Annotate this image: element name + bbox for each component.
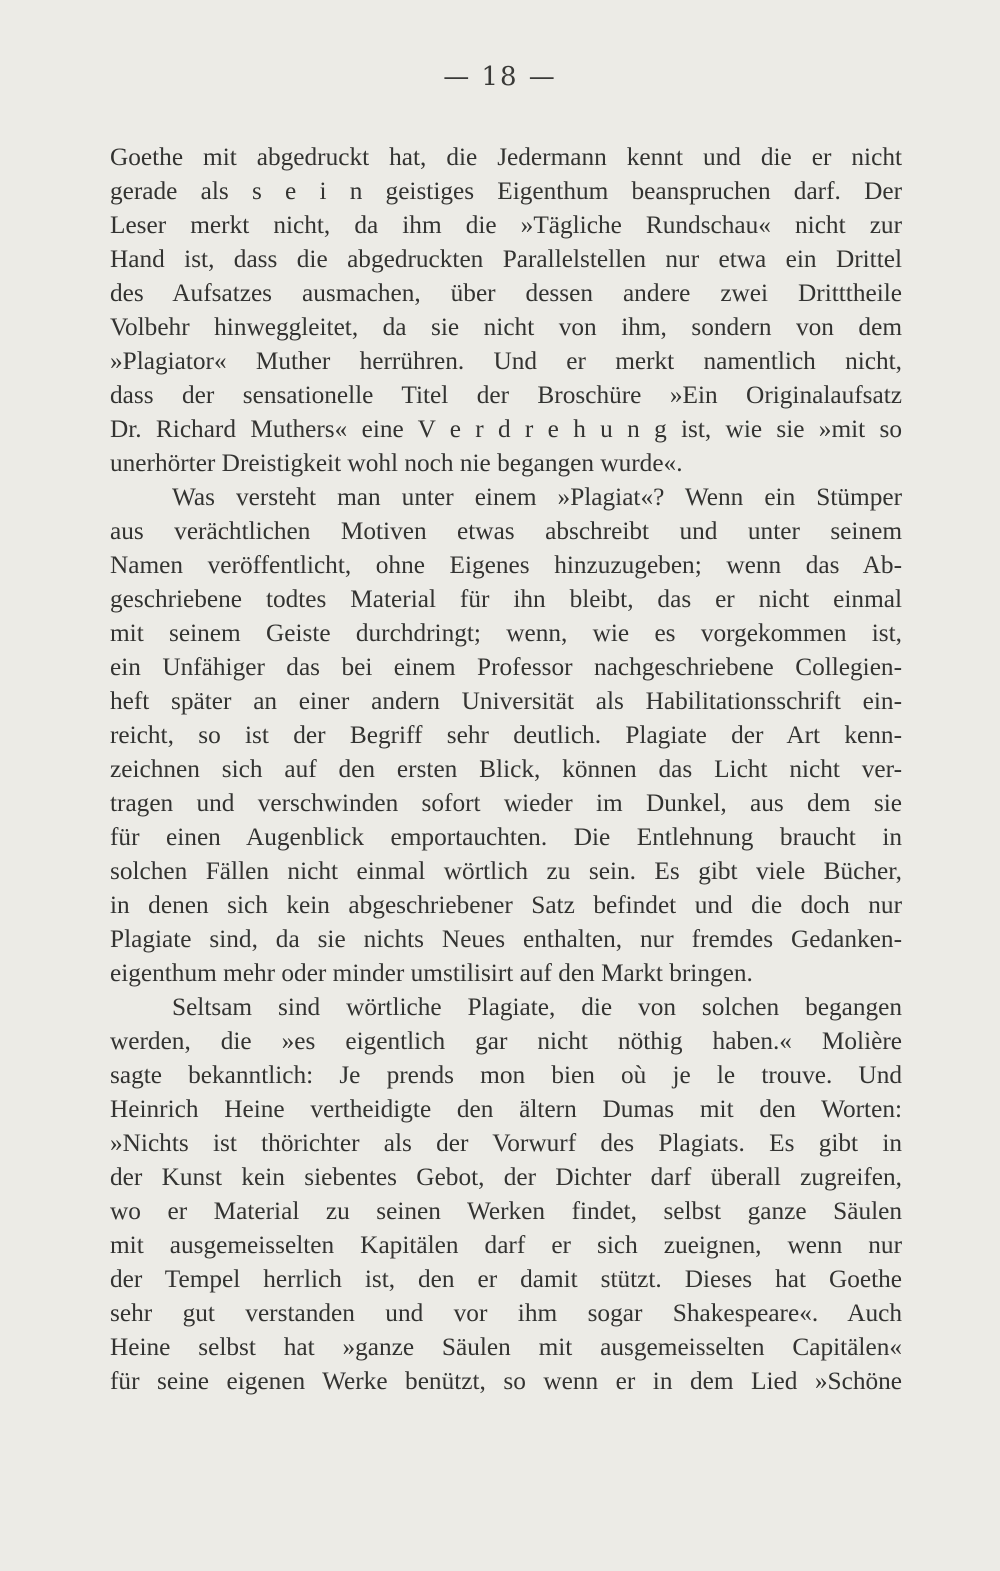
text-line: dass der sensationelle Titel der Broschüre »Ein Originalaufsatz: [110, 381, 902, 409]
text-line: Hand ist, dass die abgedruckten Parallelstellen nur etwa ein Drittel: [110, 245, 902, 273]
text-line: zeichnen sich auf den ersten Blick, können das Licht nicht ver-: [110, 755, 902, 783]
text-line: heft später an einer andern Universität als Habilitationsschrift ein-: [110, 687, 902, 715]
text-line: reicht, so ist der Begriff sehr deutlich. Plagiate der Art kenn-: [110, 721, 902, 749]
text-line: Leser merkt nicht, da ihm die »Tägliche Rundschau« nicht zur: [110, 211, 902, 239]
text-line: Was versteht man unter einem »Plagiat«? Wenn ein Stümper: [172, 483, 902, 511]
text-line: sehr gut verstanden und vor ihm sogar Shakespeare«. Auch: [110, 1299, 902, 1327]
text-line: für einen Augenblick emportauchten. Die Entlehnung braucht in: [110, 823, 902, 851]
text-line: solchen Fällen nicht einmal wörtlich zu sein. Es gibt viele Bücher,: [110, 857, 902, 885]
text-line: Volbehr hinweggleitet, da sie nicht von ihm, sondern von dem: [110, 313, 902, 341]
text-line: Dr. Richard Muthers« eine V e r d r e h u n g ist, wie sie »mit so: [110, 415, 902, 443]
text-line: geschriebene todtes Material für ihn bleibt, das er nicht einmal: [110, 585, 902, 613]
text-line: Plagiate sind, da sie nichts Neues enthalten, nur fremdes Gedanken-: [110, 925, 902, 953]
text-line: unerhörter Dreistigkeit wohl noch nie begangen wurde«.: [110, 449, 683, 477]
text-line: mit ausgemeisselten Kapitälen darf er sich zueignen, wenn nur: [110, 1231, 902, 1259]
text-line: Namen veröffentlicht, ohne Eigenes hinzuzugeben; wenn das Ab-: [110, 551, 902, 579]
text-line: ein Unfähiger das bei einem Professor nachgeschriebene Collegien-: [110, 653, 902, 681]
text-line: Goethe mit abgedruckt hat, die Jedermann kennt und die er nicht: [110, 143, 902, 171]
text-line: tragen und verschwinden sofort wieder im Dunkel, aus dem sie: [110, 789, 902, 817]
text-line: werden, die »es eigentlich gar nicht nöthig haben.« Molière: [110, 1027, 902, 1055]
text-line: aus verächtlichen Motiven etwas abschreibt und unter seinem: [110, 517, 902, 545]
text-line: Heinrich Heine vertheidigte den ältern Dumas mit den Worten:: [110, 1095, 902, 1123]
text-line: der Tempel herrlich ist, den er damit stützt. Dieses hat Goethe: [110, 1265, 902, 1293]
text-line: in denen sich kein abgeschriebener Satz befindet und die doch nur: [110, 891, 902, 919]
page-number-header: — 18 —: [443, 62, 557, 92]
text-line: wo er Material zu seinen Werken findet, selbst ganze Säulen: [110, 1197, 902, 1225]
text-line: des Aufsatzes ausmachen, über dessen andere zwei Dritttheile: [110, 279, 902, 307]
text-line: »Plagiator« Muther herrühren. Und er merkt namentlich nicht,: [110, 347, 902, 375]
text-line: sagte bekanntlich: Je prends mon bien où je le trouve. Und: [110, 1061, 902, 1089]
text-line: eigenthum mehr oder minder umstilisirt auf den Markt bringen.: [110, 959, 753, 987]
text-line: der Kunst kein siebentes Gebot, der Dichter darf überall zugreifen,: [110, 1163, 902, 1191]
text-line: Heine selbst hat »ganze Säulen mit ausgemeisselten Capitälen«: [110, 1333, 902, 1361]
text-line: Seltsam sind wörtliche Plagiate, die von solchen begangen: [172, 993, 902, 1021]
text-line: mit seinem Geiste durchdringt; wenn, wie es vorgekommen ist,: [110, 619, 902, 647]
body-text: [110, 140, 902, 1398]
text-line: gerade als s e i n geistiges Eigenthum beanspruchen darf. Der: [110, 177, 902, 205]
text-line: »Nichts ist thörichter als der Vorwurf des Plagiats. Es gibt in: [110, 1129, 902, 1157]
text-line: für seine eigenen Werke benützt, so wenn er in dem Lied »Schöne: [110, 1367, 902, 1395]
